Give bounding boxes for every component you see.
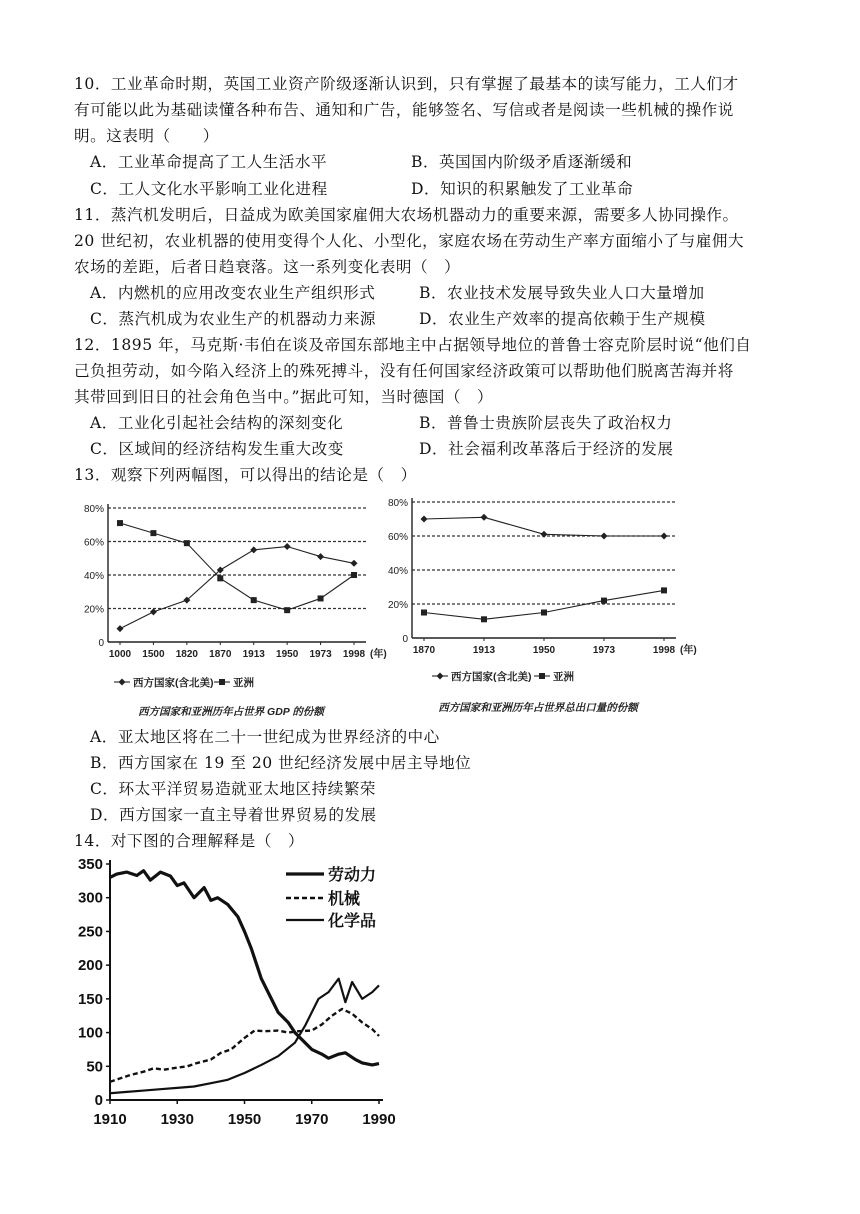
q11-option-a: A．内燃机的应用改变农业生产组织形式	[90, 284, 376, 302]
y-tick-label: 0	[94, 1092, 103, 1109]
data-point-asia	[117, 520, 123, 526]
data-point-asia	[661, 587, 667, 593]
data-point-asia	[184, 540, 190, 546]
q12-option-d: D．社会福利改革落后于经济的发展	[419, 440, 674, 458]
export-share-chart	[384, 488, 697, 725]
q12-option-b: B．普鲁士贵族阶层丧失了政治权力	[419, 414, 673, 432]
x-unit-label: (年)	[680, 645, 697, 656]
x-tick-label: 1973	[309, 649, 332, 660]
data-point-asia	[541, 610, 547, 616]
agri-inputs-chart	[74, 852, 414, 1137]
y-tick-label: 20%	[83, 604, 104, 616]
x-tick-label: 1930	[160, 1111, 194, 1128]
x-tick-label: 1913	[472, 645, 496, 656]
y-tick-label: 80%	[83, 504, 104, 515]
q10-option-d: D．知识的积累触发了工业革命	[411, 180, 634, 198]
legend-label: 西方国家(含北美)	[133, 677, 214, 689]
gdp-share-chart	[74, 490, 387, 725]
x-tick-label: 1950	[276, 649, 299, 660]
y-tick-label: 100	[77, 1024, 103, 1042]
x-tick-label: 1998	[652, 645, 676, 656]
q11-line-1: 11．蒸汽机发明后，日益成为欧美国家雇佣大农场机器动力的重要来源，需要多人协同操作。	[74, 206, 739, 224]
data-point-asia	[421, 610, 427, 616]
agri-inputs-chart-svg	[74, 852, 414, 1137]
x-tick-label: 1500	[142, 649, 165, 660]
data-point-western	[284, 543, 291, 550]
y-tick-label: 40%	[387, 566, 408, 577]
q10-option-b: B．英国国内阶级矛盾逐渐缓和	[411, 153, 633, 171]
q12-option-c: C．区域间的经济结构发生重大改变	[90, 440, 344, 458]
legend-marker	[119, 679, 126, 686]
q13-option-c: C．环太平洋贸易造就亚太地区持续繁荣	[90, 780, 377, 798]
q11-line-3: 农场的差距，后者日趋衰落。这一系列变化表明（ ）	[74, 258, 461, 276]
y-tick-label: 50	[86, 1058, 103, 1076]
legend-label: 劳动力	[328, 867, 377, 884]
export-share-chart-svg	[384, 488, 697, 725]
data-point-western	[150, 608, 157, 615]
data-point-western	[541, 531, 548, 538]
data-point-asia	[318, 595, 324, 601]
q10-line-2: 有可能以此为基础读懂各种布告、通知和广告，能够签名、写信或者是阅读一些机械的操作说	[74, 101, 734, 119]
y-tick-label: 40%	[83, 571, 104, 582]
q12-line-2: 己负担劳动，如今陷入经济上的殊死搏斗，没有任何国家经济政策可以帮助他们脱离苦海并将	[74, 362, 734, 380]
x-tick-label: 1998	[342, 649, 366, 660]
q11-line-2: 20 世纪初，农业机器的使用变得个人化、小型化，家庭农场在劳动生产率方面缩小了与雇佣大	[74, 232, 745, 250]
y-tick-label: 250	[77, 923, 103, 941]
data-point-asia	[251, 597, 257, 603]
q13-option-d: D．西方国家一直主导着世界贸易的发展	[90, 806, 377, 824]
y-tick-label: 0	[98, 638, 104, 649]
data-point-asia	[601, 598, 607, 604]
legend-label: 化学品	[328, 913, 377, 930]
y-tick-label: 300	[77, 889, 103, 907]
y-tick-label: 20%	[387, 600, 408, 611]
chart-title: 西方国家和亚洲历年占世界总出口量的份额	[438, 702, 638, 714]
legend-marker	[437, 673, 444, 680]
data-point-asia	[284, 607, 290, 613]
x-tick-label: 1990	[362, 1111, 396, 1128]
x-tick-label: 1973	[592, 645, 616, 656]
x-tick-label: 1950	[532, 645, 556, 656]
x-tick-label: 1913	[242, 649, 265, 660]
y-tick-label: 0	[402, 634, 408, 645]
data-point-western	[481, 514, 488, 521]
q13-option-a: A．亚太地区将在二十一世纪成为世界经济的中心	[90, 728, 440, 746]
chart-title: 西方国家和亚洲历年占世界 GDP 的份额	[138, 706, 324, 718]
x-unit-label: (年)	[370, 649, 387, 660]
series-line-western	[120, 547, 354, 629]
q11-option-b: B．农业技术发展导致失业人口大量增加	[419, 284, 705, 302]
q10-option-a: A．工业革命提高了工人生活水平	[90, 153, 328, 171]
data-point-western	[661, 533, 668, 540]
legend-label: 西方国家(含北美)	[451, 671, 532, 683]
legend-label: 机械	[328, 891, 361, 908]
legend-label: 亚洲	[233, 677, 254, 689]
y-tick-label: 150	[77, 990, 103, 1008]
q12-line-3: 其带回到旧日的社会角色当中。”据此可知，当时德国（ ）	[74, 388, 494, 406]
x-tick-label: 1950	[227, 1111, 262, 1128]
series-line-chemicals	[110, 979, 379, 1094]
gdp-share-chart-svg	[74, 490, 387, 725]
series-line-machinery	[110, 1009, 379, 1082]
q12-option-a: A．工业化引起社会结构的深刻变化	[90, 414, 344, 432]
q14-stem: 14．对下图的合理解释是（ ）	[74, 832, 305, 850]
q10-line-1: 10．工业革命时期，英国工业资产阶级逐渐认识到，只有掌握了最基本的读写能力，工人们才	[74, 75, 739, 93]
x-tick-label: 1820	[175, 649, 198, 660]
data-point-western	[421, 516, 428, 523]
x-tick-label: 1000	[108, 649, 132, 660]
q12-line-1: 12．1895 年，马克斯·韦伯在谈及帝国东部地主中占据领导地位的普鲁士容克阶层时说“他们自	[74, 336, 752, 354]
q10-line-3: 明。这表明（ ）	[74, 127, 219, 145]
q13-option-b: B．西方国家在 19 至 20 世纪经济发展中居主导地位	[90, 754, 472, 772]
data-point-asia	[217, 575, 223, 581]
y-tick-label: 350	[77, 856, 103, 873]
data-point-asia	[351, 572, 357, 578]
y-tick-label: 60%	[387, 532, 408, 543]
x-tick-label: 1910	[93, 1111, 127, 1128]
data-point-western	[601, 533, 608, 540]
x-tick-label: 1970	[295, 1111, 329, 1128]
q13-stem: 13．观察下列两幅图，可以得出的结论是（ ）	[74, 466, 417, 484]
y-tick-label: 60%	[83, 537, 104, 549]
x-tick-label: 1870	[209, 649, 232, 660]
y-tick-label: 80%	[387, 498, 408, 509]
data-point-western	[117, 625, 124, 632]
data-point-western	[351, 560, 358, 567]
y-tick-label: 200	[77, 957, 103, 975]
q10-option-c: C．工人文化水平影响工业化进程	[90, 180, 328, 198]
legend-label: 亚洲	[553, 671, 574, 683]
q11-option-d: D．农业生产效率的提高依赖于生产规模	[419, 310, 706, 328]
data-point-asia	[150, 530, 156, 536]
data-point-western	[317, 553, 324, 560]
q11-option-c: C．蒸汽机成为农业生产的机器动力来源	[90, 310, 377, 328]
data-point-asia	[481, 616, 487, 622]
x-tick-label: 1870	[412, 645, 436, 656]
legend-marker	[219, 679, 225, 685]
data-point-western	[250, 546, 257, 553]
legend-marker	[539, 673, 545, 679]
